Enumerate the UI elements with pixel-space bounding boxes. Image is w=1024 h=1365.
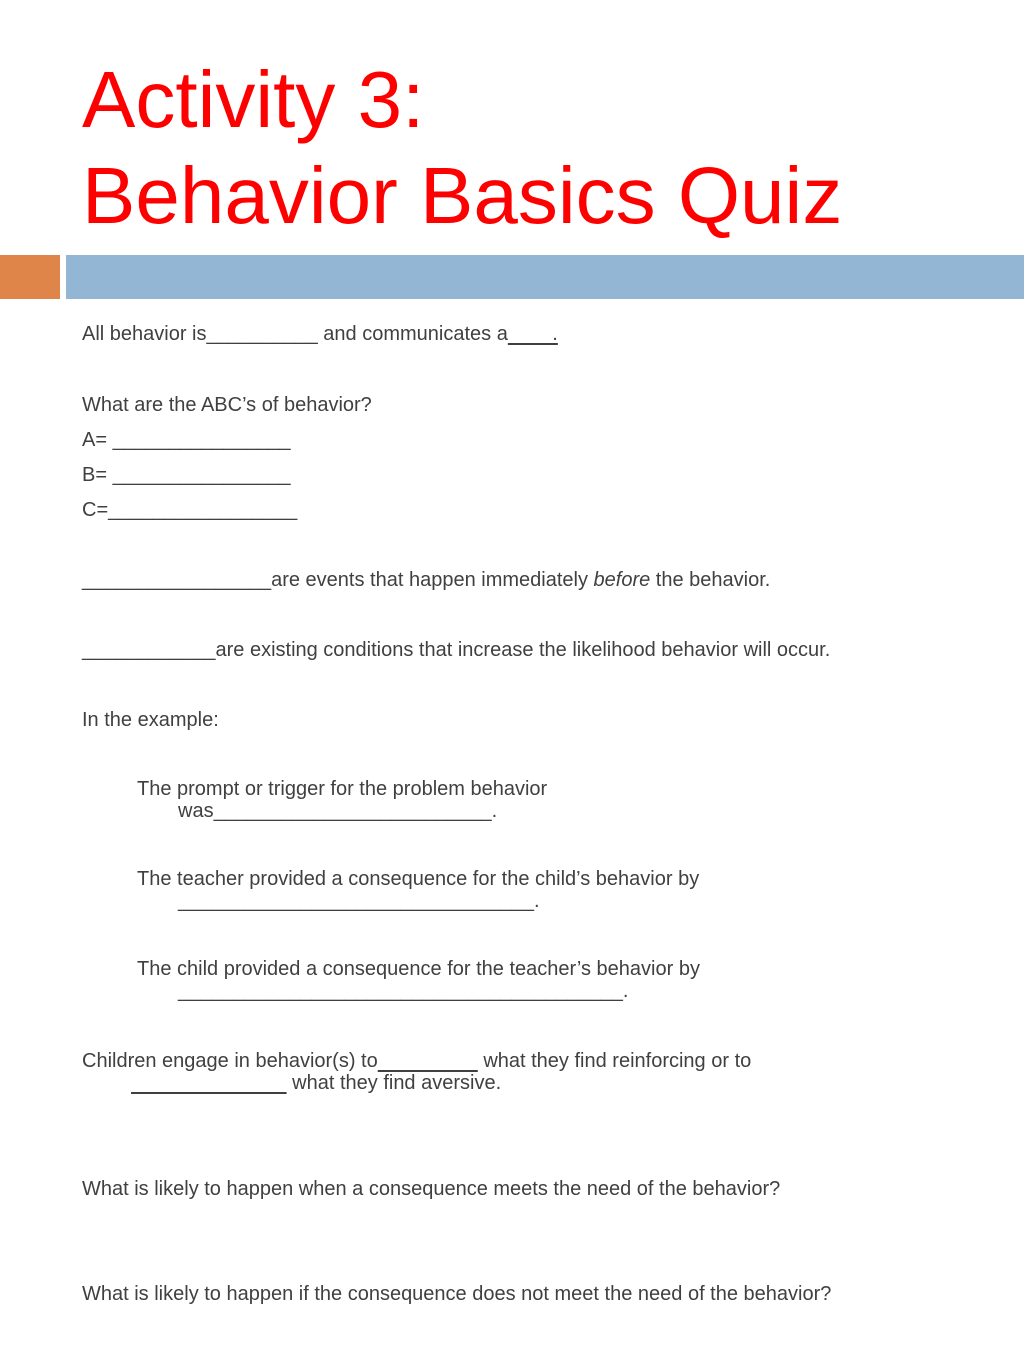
question-3-text: are events that happen immediately — [271, 569, 594, 591]
question-6-line-2 — [131, 1072, 501, 1094]
example-item-2-blank: ________________________________. — [178, 890, 540, 912]
question-8: What is likely to happen if the consequence does not meet the need of the behavior? — [82, 1283, 832, 1305]
example-item-3: The child provided a consequence for the teacher’s behavior by — [137, 958, 700, 980]
accent-bar-orange — [0, 255, 60, 299]
question-6-blank-2 — [131, 1072, 287, 1094]
question-3-emphasis: before — [593, 569, 651, 591]
question-1-text: All behavior is__________ and communicates a — [82, 323, 508, 345]
page-title — [82, 52, 842, 244]
question-1 — [82, 323, 558, 345]
example-item-3-blank: ________________________________________. — [178, 980, 629, 1002]
question-3-text-end: the behavior. — [650, 569, 771, 591]
question-1-blank: . — [507, 323, 558, 345]
question-6-text: Children engage in behavior(s) to — [82, 1050, 378, 1072]
example-intro: In the example: — [82, 709, 219, 731]
question-6-blank-1 — [378, 1050, 478, 1072]
title-line-2: Behavior Basics Quiz — [82, 151, 843, 240]
abc-a: A= ________________ — [82, 429, 291, 451]
accent-bar-blue — [66, 255, 1024, 299]
abc-c: C=_________________ — [82, 499, 298, 521]
question-2: What are the ABC’s of behavior? — [82, 394, 372, 416]
example-item-2: The teacher provided a consequence for the child’s behavior by — [137, 868, 700, 890]
question-6-text-mid: what they find reinforcing or to — [477, 1050, 752, 1072]
question-3-blank: _________________ — [82, 569, 272, 591]
example-item-1: The prompt or trigger for the problem behavior — [137, 778, 548, 800]
question-6-text-end: what they find aversive. — [286, 1072, 502, 1094]
title-line-1: Activity 3: — [82, 55, 425, 144]
question-3 — [82, 569, 770, 591]
question-4: ____________are existing conditions that increase the likelihood behavior will occur. — [82, 639, 831, 661]
abc-b: B= ________________ — [82, 464, 291, 486]
example-item-1-blank: was_________________________. — [178, 800, 498, 822]
question-6 — [82, 1050, 751, 1072]
question-7: What is likely to happen when a consequence meets the need of the behavior? — [82, 1178, 781, 1200]
